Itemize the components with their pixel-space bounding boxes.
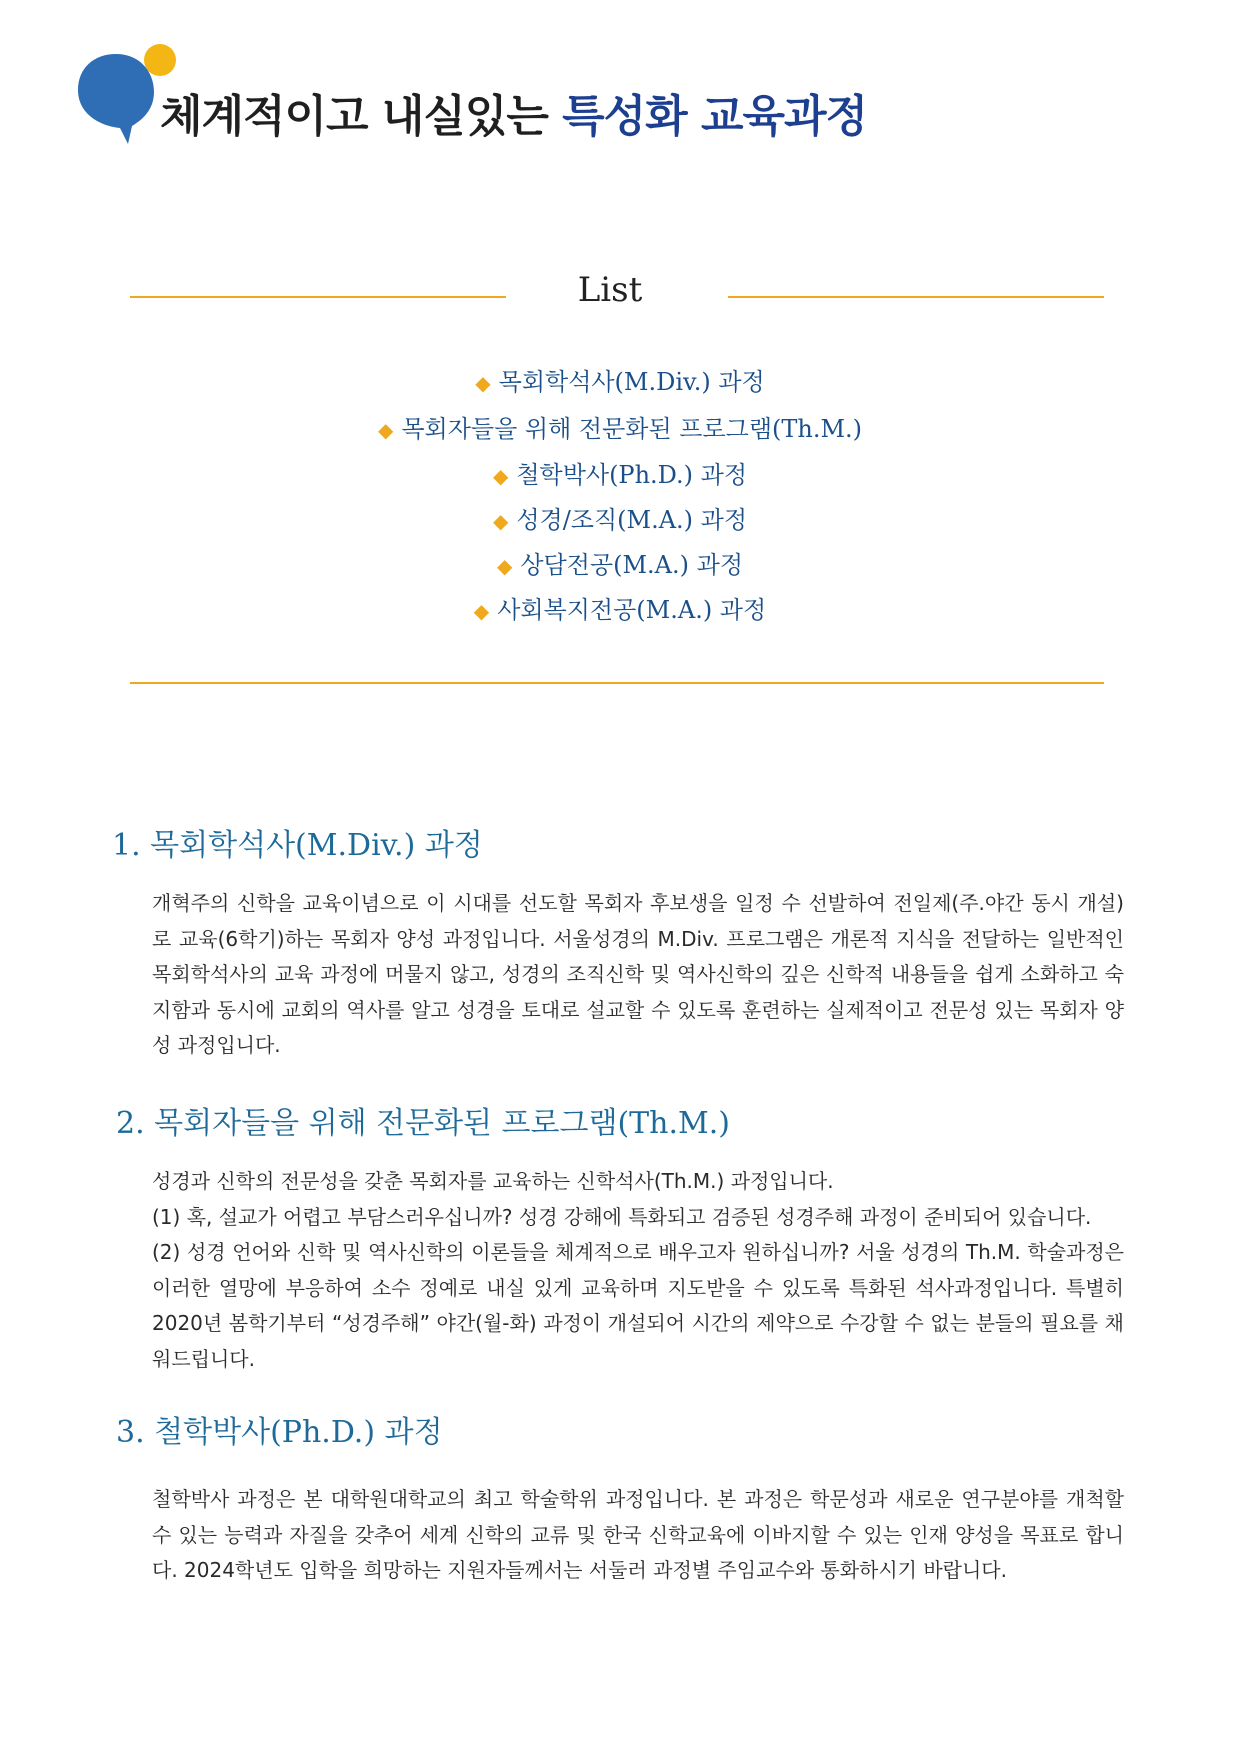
list-item-thm[interactable]: ◆ 목회자들을 위해 전문화된 프로그램(Th.M.)	[377, 415, 863, 443]
diamond-bullet-icon: ◆	[475, 371, 491, 395]
list-title: List	[577, 270, 643, 310]
page-title-accent: 특성화 교육과정	[562, 91, 868, 142]
page-title-main: 체계적이고 내실있는	[160, 91, 563, 142]
list-item-ma-counseling[interactable]: ◆ 상담전공(M.A.) 과정	[496, 551, 743, 579]
section-paragraph: (1) 혹, 설교가 어렵고 부담스러우십니까? 성경 강해에 특화되고 검증된 성경주해 과정이 준비되어 있습니다.	[152, 1204, 1092, 1229]
page-title	[160, 80, 867, 144]
section-body-phd	[152, 1482, 1124, 1589]
section-paragraph: 철학박사 과정은 본 대학원대학교의 최고 학술학위 과정입니다. 본 과정은 학문성과 새로운 연구분야를 개척할 수 있는 능력과 자질을 갖추어 세계 신학의 교류 및 한국 신학교육에 이바지할 수 있는 인재 양성을 목표로 합니다. 2024학년도 입학을 희망하는 지원자들께서는 서둘러 과정별 주임교수와 통화하시기 바랍니다.	[152, 1487, 1124, 1582]
list-divider-bottom	[130, 682, 1104, 684]
diamond-bullet-icon: ◆	[492, 509, 509, 533]
section-body-thm	[152, 1164, 1124, 1377]
diamond-bullet-icon: ◆	[492, 464, 509, 488]
list-item-phd[interactable]: ◆ 철학박사(Ph.D.) 과정	[492, 461, 748, 489]
diamond-bullet-icon: ◆	[377, 418, 394, 442]
section-paragraph: (2) 성경 언어와 신학 및 역사신학의 이론들을 체계적으로 배우고자 원하십니까? 서울 성경의 Th.M. 학술과정은 이러한 열망에 부응하여 소수 정예로 내실 있게 교육하며 지도받을 수 있도록 특화된 석사과정입니다. 특별히 2020년 봄학기부터 “성경주해” 야간(월-화) 과정이 개설되어 시간의 제약으로 수강할 수 없는 분들의 필요를 채워드립니다.	[152, 1240, 1124, 1371]
section-heading-thm: 2. 목회자들을 위해 전문화된 프로그램(Th.M.)	[116, 1106, 730, 1141]
section-paragraph: 성경과 신학의 전문성을 갖춘 목회자를 교육하는 신학석사(Th.M.) 과정입니다.	[152, 1169, 834, 1193]
list-divider-left	[130, 296, 506, 298]
section-body-mdiv	[152, 886, 1124, 1064]
section-heading-mdiv: 1. 목회학석사(M.Div.) 과정	[112, 828, 483, 863]
diamond-bullet-icon: ◆	[473, 599, 490, 623]
list-item-ma-bible[interactable]: ◆ 성경/조직(M.A.) 과정	[492, 506, 748, 534]
section-paragraph: 개혁주의 신학을 교육이념으로 이 시대를 선도할 목회자 후보생을 일정 수 선발하여 전일제(주.야간 동시 개설)로 교육(6학기)하는 목회자 양성 과정입니다. 서울성경의 M.Div. 프로그램은 개론적 지식을 전달하는 일반적인 목회학석사의 교육 과정에 머물지 않고, 성경의 조직신학 및 역사신학의 깊은 신학적 내용들을 쉽게 소화하고 숙지함과 동시에 교회의 역사를 알고 성경을 토대로 설교할 수 있도록 훈련하는 실제적이고 전문성 있는 목회자 양성 과정입니다.	[152, 891, 1124, 1057]
section-heading-phd: 3. 철학박사(Ph.D.) 과정	[116, 1415, 443, 1450]
diamond-bullet-icon: ◆	[496, 554, 513, 578]
list-item-mdiv[interactable]: ◆ 목회학석사(M.Div.) 과정	[475, 368, 765, 396]
list-divider-right	[728, 296, 1104, 298]
list-item-ma-social-welfare[interactable]: ◆ 사회복지전공(M.A.) 과정	[473, 596, 767, 624]
